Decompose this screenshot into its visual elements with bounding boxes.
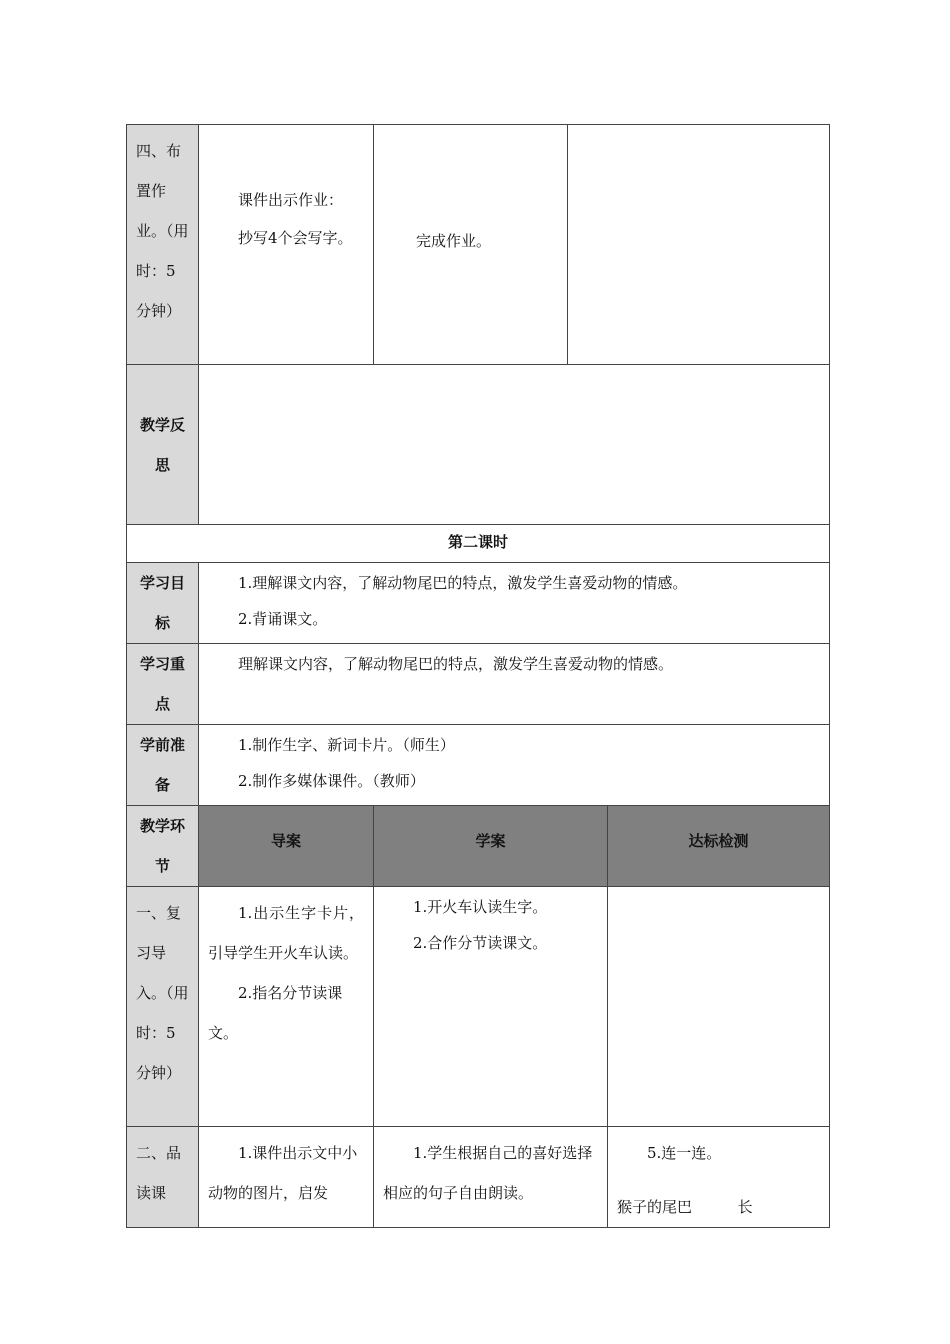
guide-line-2: 抄写4个会写字。 [238, 229, 353, 247]
header-check: 达标检测 [608, 806, 830, 887]
prep-item-2: 2.制作多媒体课件。（教师） [238, 772, 425, 790]
section-title: 第二课时 [127, 525, 830, 563]
stage-label-reading: 二、品读课 [127, 1127, 199, 1228]
row-review [127, 887, 830, 1127]
prep-item-1: 1.制作生字、新词卡片。（师生） [238, 736, 455, 754]
check-cell-review [608, 887, 830, 1127]
guide-line-1: 课件出示作业： [238, 191, 344, 209]
check-cell-assignment [568, 125, 830, 365]
stage-label-assignment: 四、布置作业。（用时：5分钟） [127, 125, 199, 365]
review-guide-item-1: 1.出示生字卡片，引导学生开火车认读。 [208, 904, 364, 962]
row-reading [127, 1127, 830, 1228]
reflection-content [199, 365, 830, 525]
guide-cell-review [199, 887, 374, 1127]
row-goals [127, 563, 830, 644]
goal-item-2: 2.背诵课文。 [238, 610, 328, 628]
guide-cell-reading [199, 1127, 374, 1228]
row-preparation [127, 725, 830, 806]
row-column-headers [127, 806, 830, 887]
reading-check-title: 5.连一连。 [647, 1144, 722, 1162]
study-cell-review [374, 887, 608, 1127]
match-right-item: 长 [737, 1198, 753, 1216]
study-cell-reading [374, 1127, 608, 1228]
review-guide-item-2: 2.指名分节读课文。 [208, 984, 343, 1042]
reading-study-item-1: 1.学生根据自己的喜好选择相应的句子自由朗读。 [383, 1144, 593, 1202]
row-section-title [127, 525, 830, 563]
review-study-item-2: 2.合作分节读课文。 [413, 934, 548, 952]
goals-content [199, 563, 830, 644]
header-stage: 教学环节 [127, 806, 199, 887]
reflection-label: 教学反思 [127, 365, 199, 525]
preparation-label: 学前准备 [127, 725, 199, 806]
study-cell-assignment: 完成作业。 [374, 125, 568, 365]
row-reflection [127, 365, 830, 525]
row-key-points [127, 644, 830, 725]
review-study-item-1: 1.开火车认读生字。 [413, 898, 548, 916]
preparation-content [199, 725, 830, 806]
check-cell-reading [608, 1127, 830, 1228]
lesson-plan-page [126, 124, 829, 1228]
lesson-plan-table [126, 124, 830, 1228]
goal-item-1: 1.理解课文内容，了解动物尾巴的特点，激发学生喜爱动物的情感。 [238, 574, 688, 592]
reading-guide-item-1: 1.课件出示文中小动物的图片，启发 [208, 1144, 358, 1202]
reading-check-match-row [617, 1187, 820, 1227]
header-guide: 导案 [199, 806, 374, 887]
key-points-content [199, 644, 830, 725]
row-assignment [127, 125, 830, 365]
key-point-text: 理解课文内容，了解动物尾巴的特点，激发学生喜爱动物的情感。 [238, 655, 674, 673]
stage-label-review: 一、复习导入。（用时：5分钟） [127, 887, 199, 1127]
key-points-label: 学习重点 [127, 644, 199, 725]
match-left-item: 猴子的尾巴 [617, 1198, 693, 1216]
header-study: 学案 [374, 806, 608, 887]
goals-label: 学习目标 [127, 563, 199, 644]
guide-cell-assignment [199, 125, 374, 365]
